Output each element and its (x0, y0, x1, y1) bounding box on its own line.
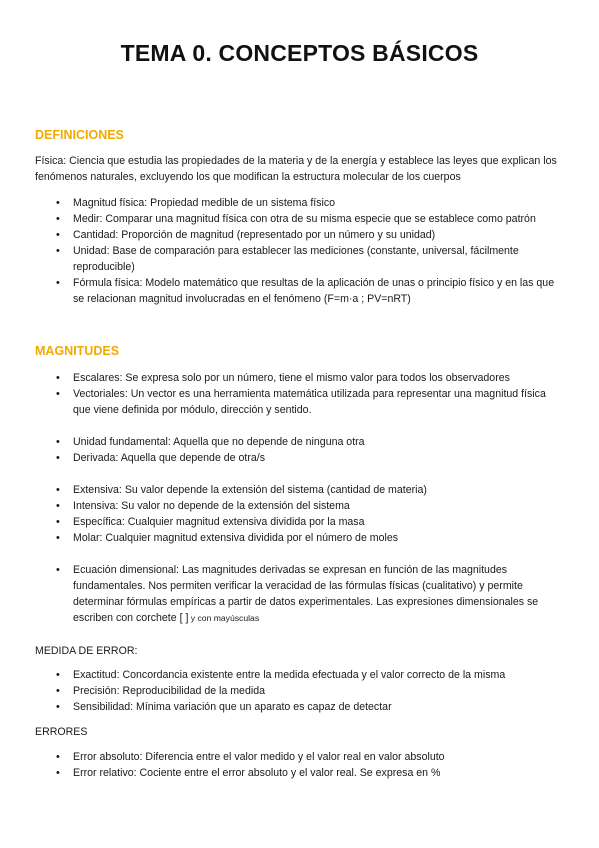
list-item: • Exactitud: Concordancia existente entre la medida efectuada y el valor correcto de la misma (0, 667, 599, 683)
list-item: • Unidad fundamental: Aquella que no depende de ninguna otra (0, 434, 599, 450)
list-item: • Molar: Cualquier magnitud extensiva dividida por el número de moles (0, 530, 599, 546)
list-item: • Error absoluto: Diferencia entre el valor medido y el valor real en valor absoluto (0, 749, 599, 765)
list-item: • Derivada: Aquella que depende de otra/s (0, 450, 599, 466)
page-title: TEMA 0. CONCEPTOS BÁSICOS (120, 40, 479, 66)
list-item: • Unidad: Base de comparación para establecer las mediciones (constante, universal, fácilmente reproducible) (0, 243, 599, 275)
list-item: • Específica: Cualquier magnitud extensiva dividida por la masa (0, 514, 599, 530)
definiciones-list (0, 195, 599, 307)
errores-list (0, 749, 599, 781)
medida-error-list (0, 667, 599, 715)
ecuacion-tail-text: y con mayúsculas (188, 613, 260, 623)
list-item: • Vectoriales: Un vector es una herramienta matemática utilizada para representar una magnitud física que viene definida por módulo, dirección y sentido. (0, 386, 599, 418)
list-item: • Medir: Comparar una magnitud física con otra de su misma especie que se establece como patrón (0, 211, 599, 227)
section-heading-definiciones: DEFINICIONES (35, 128, 124, 142)
list-item: • Magnitud física: Propiedad medible de un sistema físico (0, 195, 599, 211)
list-item: • Intensiva: Su valor no depende de la extensión del sistema (0, 498, 599, 514)
list-item: • Extensiva: Su valor depende la extensión del sistema (cantidad de materia) (0, 482, 599, 498)
definition-fisica: Física: Ciencia que estudia las propiedades de la materia y de la energía y establece las leyes que explican los fenómenos naturales, excluyendo los que modifican la estructura molecular de los cuerpos (35, 155, 557, 183)
magnitudes-list (0, 370, 599, 626)
list-item: • Precisión: Reproducibilidad de la medida (0, 683, 599, 699)
list-item: • Fórmula física: Modelo matemático que resultas de la aplicación de unas o principio físico y en las que se relacionan magnitud involucradas en el fenómeno (F=m·a ; PV=nRT) (0, 275, 599, 307)
section-heading-errores: ERRORES (35, 726, 88, 738)
list-item: • Error relativo: Cociente entre el error absoluto y el valor real. Se expresa en % (0, 765, 599, 781)
section-heading-magnitudes: MAGNITUDES (35, 344, 120, 358)
list-item: • Sensibilidad: Mínima variación que un aparato es capaz de detectar (0, 699, 599, 715)
list-item: • Cantidad: Proporción de magnitud (representado por un número y su unidad) (0, 227, 599, 243)
section-heading-medida-error: MEDIDA DE ERROR: (35, 645, 138, 657)
list-item: • Escalares: Se expresa solo por un número, tiene el mismo valor para todos los observadores (0, 370, 599, 386)
list-item-ecuacion-dimensional (0, 562, 599, 626)
ecuacion-main-text: Ecuación dimensional: Las magnitudes derivadas se expresan en función de las magnitudes fundamentales. Nos permiten verificar la veracidad de las fórmulas físicas (cualitativo) y permite determinar fórmulas empíricas a partir de datos experimentales. Las expresiones dimensionales se escriben con corchete [ ] (73, 564, 539, 624)
